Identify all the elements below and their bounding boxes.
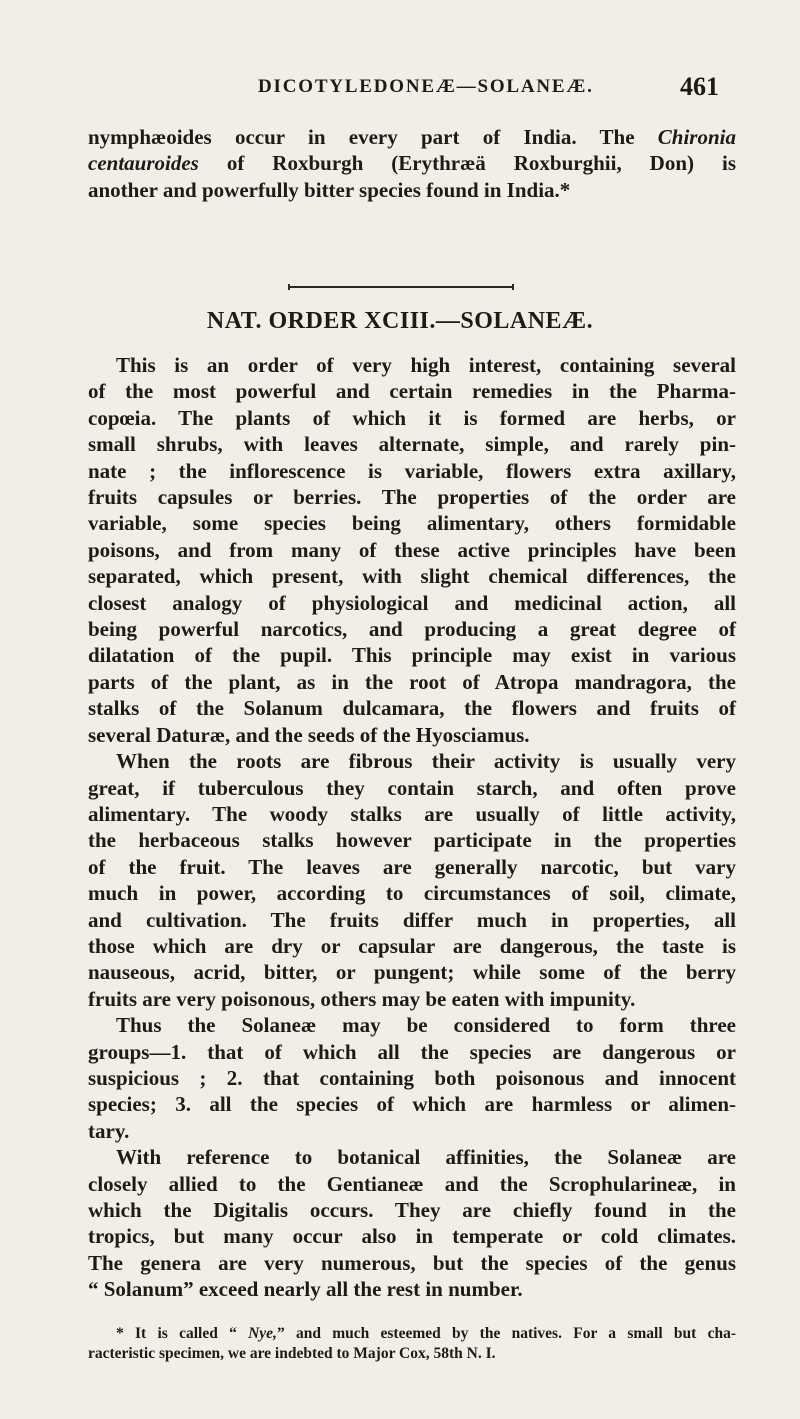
text-line: separated, which present, with slight chemical differences, the — [88, 564, 736, 589]
footnote-line — [88, 1324, 736, 1344]
text-line: fruits capsules or berries. The properties of the order are — [88, 485, 736, 510]
text-line: of the fruit. The leaves are generally narcotic, but vary — [88, 854, 736, 879]
page-number: 461 — [680, 72, 719, 101]
text-line: dilatation of the pupil. This principle may exist in various — [88, 643, 736, 668]
running-title: DICOTYLEDONEÆ—SOLANEÆ. — [258, 76, 594, 97]
text-line: This is an order of very high interest, containing several — [116, 353, 736, 377]
running-header — [0, 72, 800, 110]
text-span: * It is called “ — [116, 1325, 249, 1342]
text-line: nauseous, acrid, bitter, or pungent; while some of the berry — [88, 960, 736, 985]
intro-paragraph — [88, 124, 736, 203]
italic-term: Nye, — [248, 1325, 277, 1342]
text-line: which the Digitalis occurs. They are chiefly found in the — [88, 1198, 736, 1222]
text-span: nymphæoides occur in every part of India. The — [88, 125, 658, 149]
section-heading: NAT. ORDER XCIII.—SOLANEÆ. — [206, 308, 594, 334]
text-line: groups—1. that of which all the species are dangerous or — [88, 1039, 736, 1064]
text-span: of Roxburgh (Erythræä Roxburghii, Don) is — [198, 151, 736, 176]
text-line: tary. — [88, 1118, 130, 1143]
text-line: small shrubs, with leaves alternate, simple, and rarely pin- — [88, 432, 736, 457]
section-body — [88, 352, 736, 1303]
text-line — [88, 150, 736, 176]
text-line: “ Solanum” exceed nearly all the rest in number. — [88, 1277, 523, 1302]
text-line: suspicious ; 2. that containing both poisonous and innocent — [88, 1065, 736, 1090]
text-line: several Daturæ, and the seeds of the Hyosciamus. — [88, 722, 530, 747]
text-line: When the roots are fibrous their activity is usually very — [116, 749, 736, 774]
footnote — [88, 1324, 736, 1364]
text-line: species; 3. all the species of which are harmless or alimen- — [88, 1092, 736, 1117]
text-line: another and powerfully bitter species found in India.* — [88, 177, 571, 202]
text-line: being powerful narcotics, and producing a great degree of — [88, 617, 736, 642]
italic-term: Chironia — [657, 125, 736, 149]
text-line: alimentary. The woody stalks are usually of little activity, — [88, 801, 736, 826]
text-line: tropics, but many occur also in temperate or cold climates. — [88, 1224, 736, 1249]
text-line: closest analogy of physiological and medicinal action, all — [88, 590, 736, 615]
text-line: The genera are very numerous, but the species of the genus — [88, 1250, 736, 1275]
footnote-line: racteristic specimen, we are indebted to Major Cox, 58th N. I. — [88, 1345, 496, 1362]
text-span: ” and much esteemed by the natives. For a small but cha- — [276, 1325, 736, 1342]
italic-term: centauroides — [88, 151, 199, 176]
text-line: nate ; the inflorescence is variable, flowers extra axillary, — [88, 458, 736, 483]
text-line: great, if tuberculous they contain starch, and often prove — [88, 775, 736, 800]
text-line — [88, 124, 736, 150]
text-line: much in power, according to circumstances of soil, climate, — [88, 881, 736, 906]
section-divider — [288, 286, 514, 288]
text-line: those which are dry or capsular are dangerous, the taste is — [88, 933, 736, 958]
text-line: copœia. The plants of which it is formed are herbs, or — [88, 405, 736, 430]
text-line: variable, some species being alimentary, others formidable — [88, 511, 736, 536]
text-line: With reference to botanical affinities, the Solaneæ are — [116, 1145, 736, 1170]
text-line: poisons, and from many of these active principles have been — [88, 537, 736, 562]
text-line: of the most powerful and certain remedies in the Pharma- — [88, 379, 736, 404]
text-line: the herbaceous stalks however participate in the properties — [88, 828, 736, 853]
text-line: parts of the plant, as in the root of Atropa mandragora, the — [88, 669, 736, 694]
text-line: Thus the Solaneæ may be considered to form three — [116, 1013, 736, 1038]
text-line: stalks of the Solanum dulcamara, the flowers and fruits of — [88, 696, 736, 721]
text-line: closely allied to the Gentianeæ and the Scrophularineæ, in — [88, 1171, 736, 1196]
text-line: and cultivation. The fruits differ much in properties, all — [88, 907, 736, 932]
text-line: fruits are very poisonous, others may be eaten with impunity. — [88, 986, 636, 1011]
